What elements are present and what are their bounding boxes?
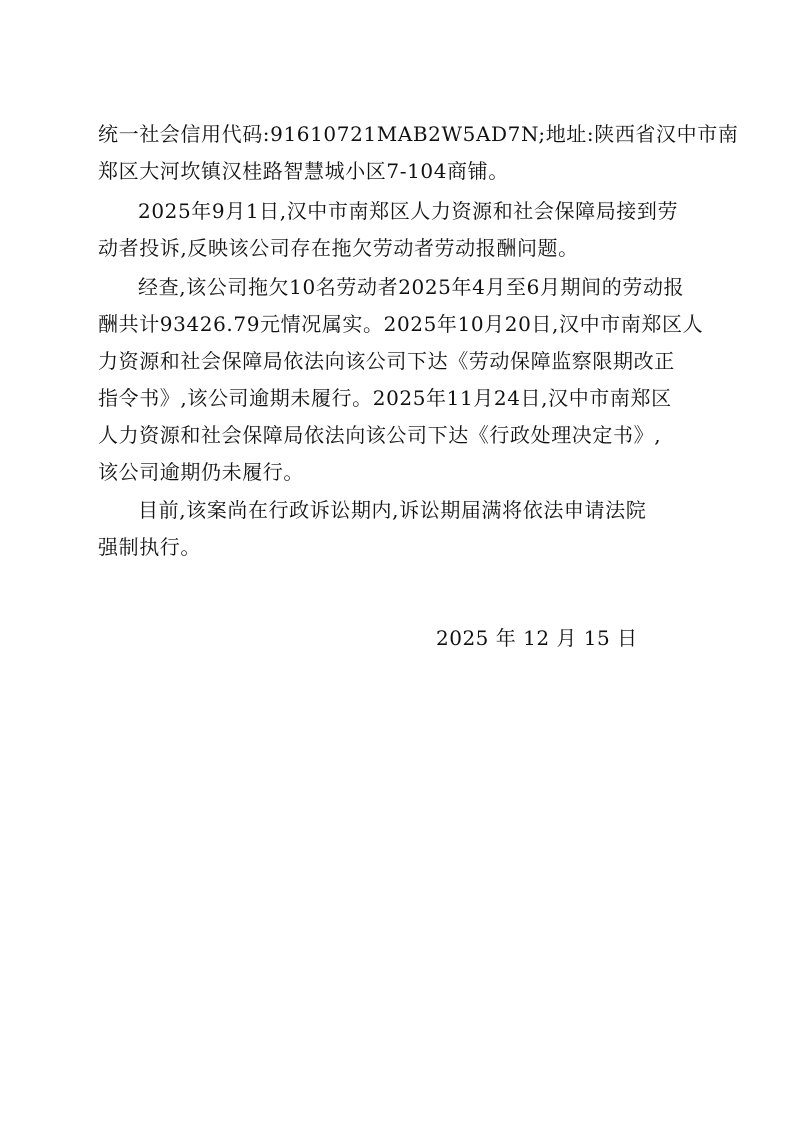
text-line: 经查,该公司拖欠10名劳动者2025年4月至6月期间的劳动报 (138, 275, 685, 299)
text-line: 指令书》,该公司逾期未履行。2025年11月24日,汉中市南郑区 (98, 386, 672, 410)
text-line: 统一社会信用代码:91610721MAB2W5AD7N;地址:陕西省汉中市南 (98, 122, 739, 146)
document-date: 2025 年 12 月 15 日 (436, 626, 638, 650)
text-line: 郑区大河坎镇汉桂路智慧城小区7-104商铺。 (98, 159, 509, 183)
text-line: 强制执行。 (98, 535, 201, 559)
text-line: 力资源和社会保障局依法向该公司下达《劳动保障监察限期改正 (98, 349, 675, 373)
text-line: 动者投诉,反映该公司存在拖欠劳动者劳动报酬问题。 (98, 236, 579, 260)
text-line: 酬共计93426.79元情况属实。2025年10月20日,汉中市南郑区人 (98, 312, 704, 336)
text-line: 该公司逾期仍未履行。 (98, 460, 304, 484)
text-line: 人力资源和社会保障局依法向该公司下达《行政处理决定书》, (98, 423, 662, 447)
text-line: 2025年9月1日,汉中市南郑区人力资源和社会保障局接到劳 (138, 199, 679, 223)
text-line: 目前,该案尚在行政诉讼期内,诉讼期届满将依法申请法院 (138, 498, 647, 522)
